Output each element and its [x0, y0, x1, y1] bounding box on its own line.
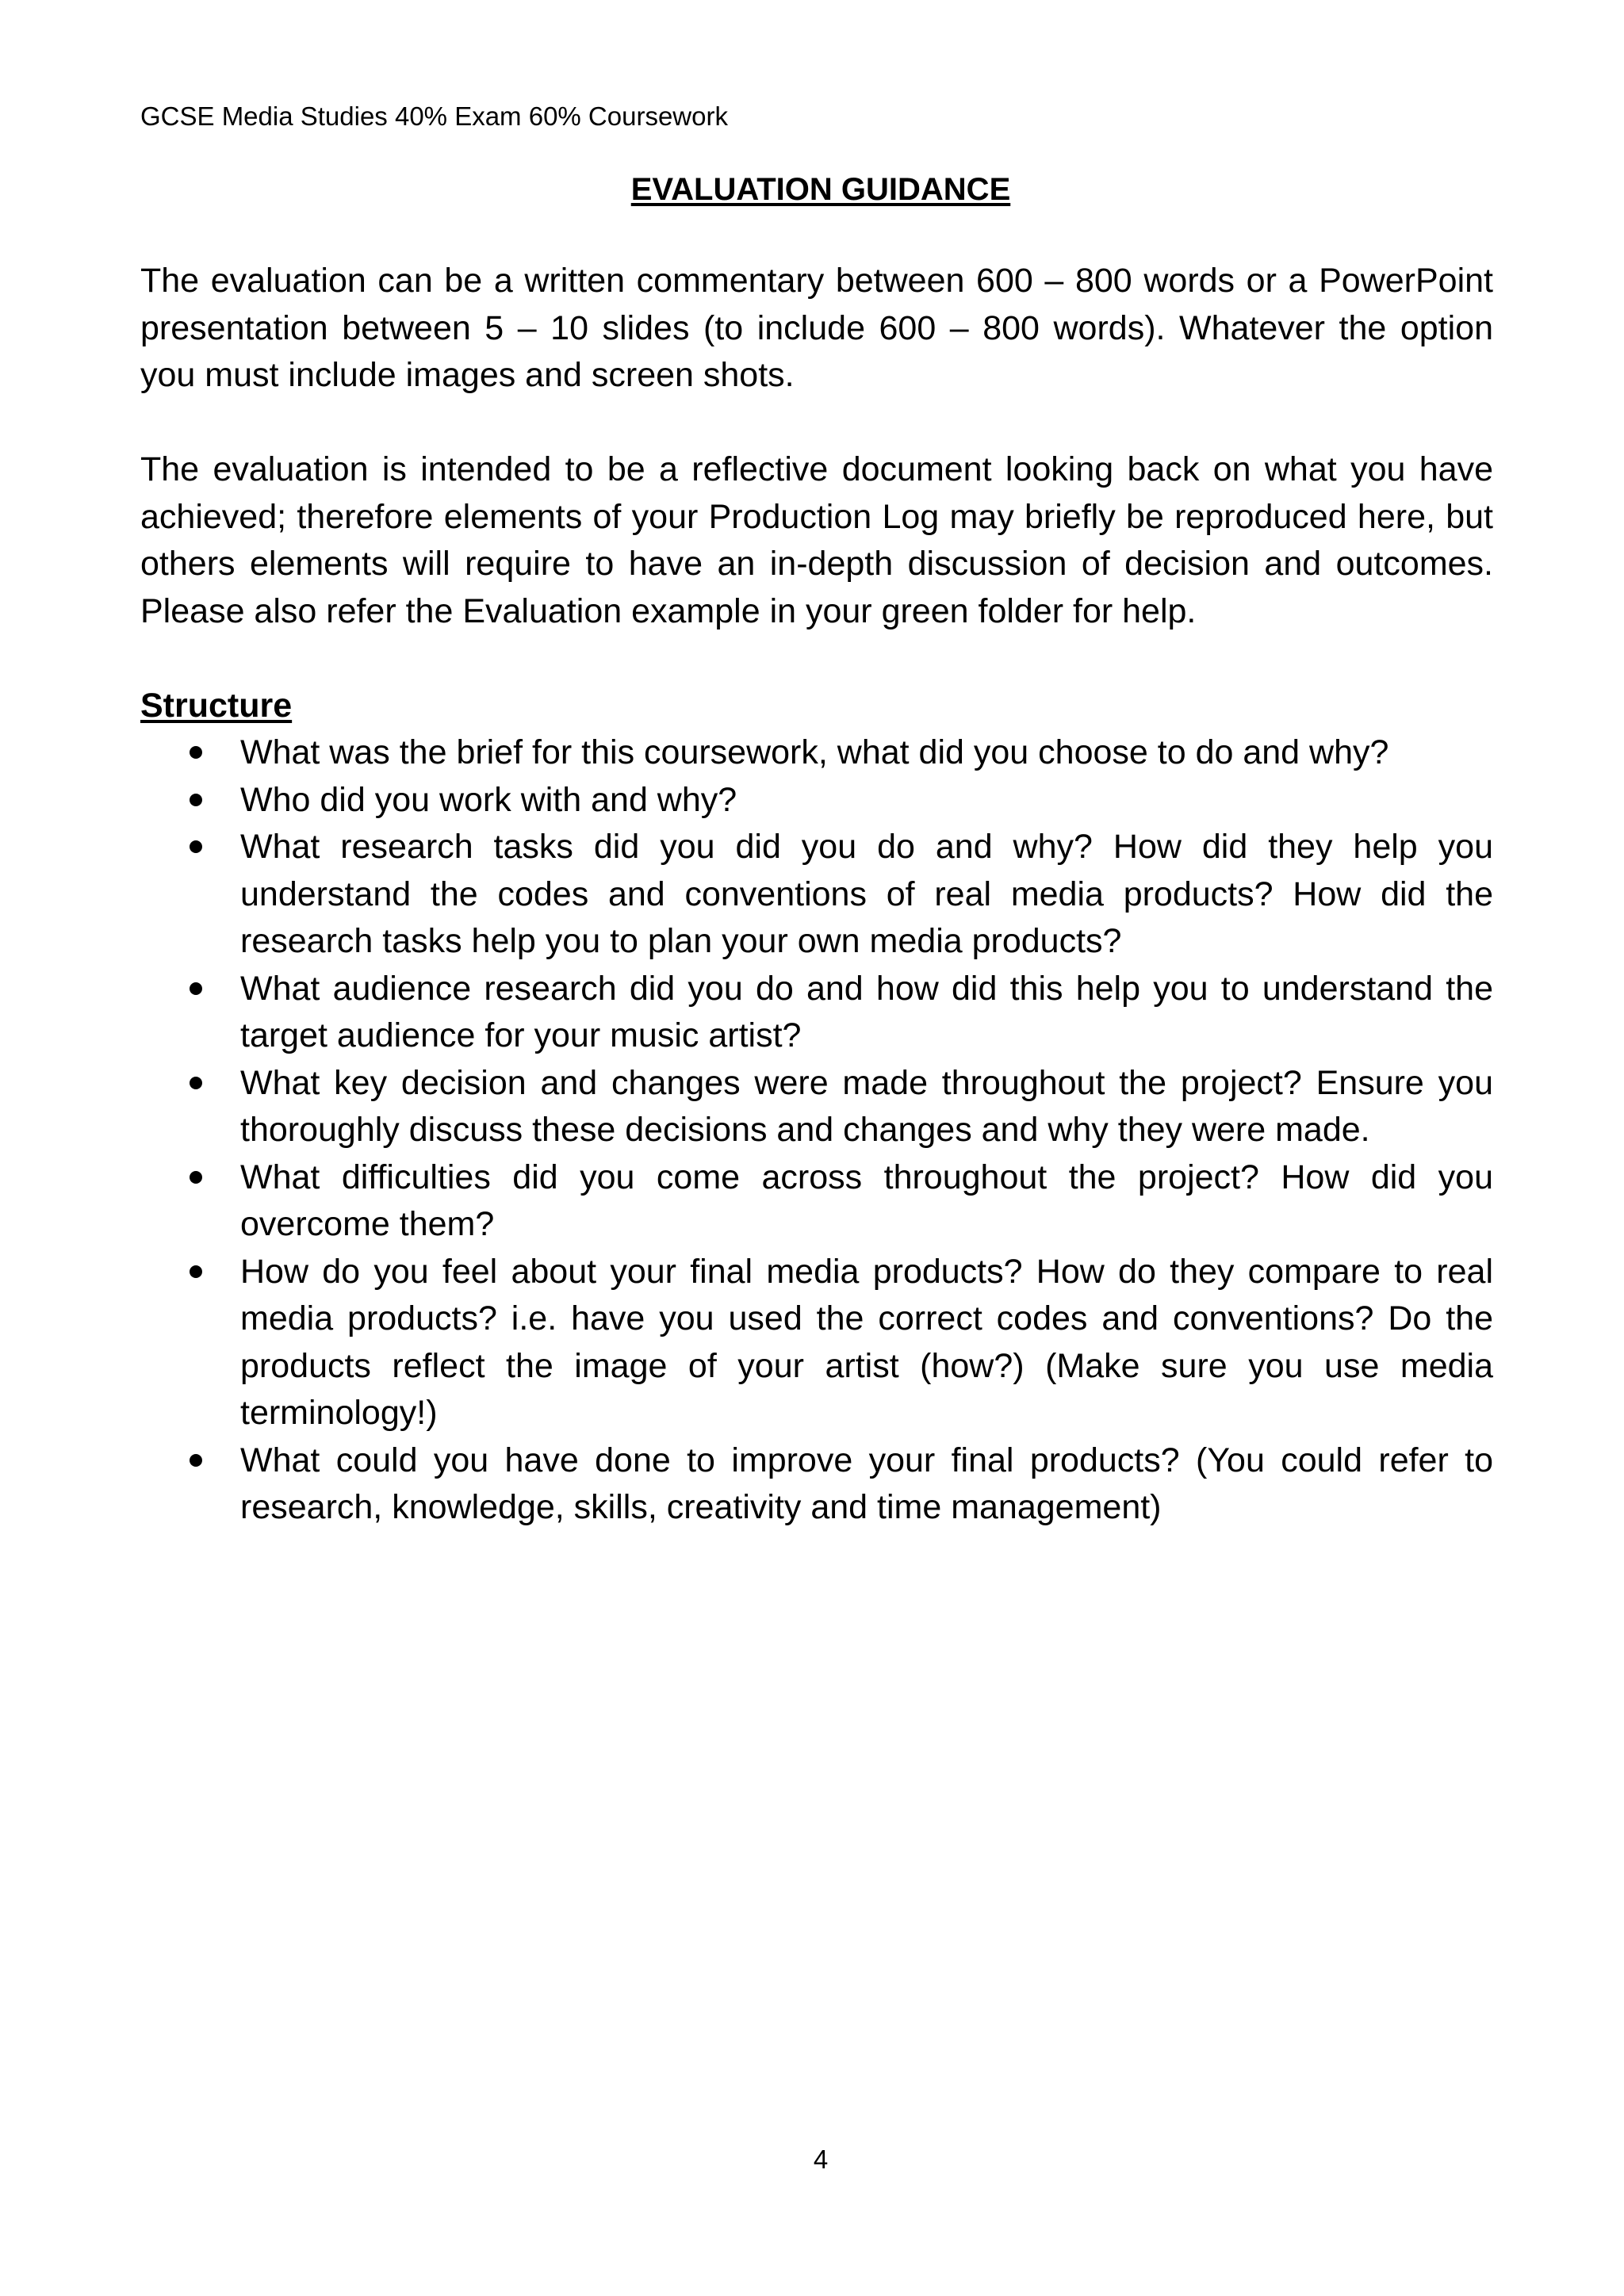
intro-paragraph: The evaluation can be a written commentary between 600 – 800 words or a PowerPoint presentation between 5 – 10 slides (to include 600 – 800 words). Whatever the option you must include images and screen shots.	[140, 262, 1493, 394]
bullet-icon	[190, 794, 202, 806]
list-item-text: What difficulties did you come across throughout the project? How did you overcome them?	[240, 1158, 1493, 1243]
bullet-icon	[190, 840, 202, 853]
list-item	[140, 1249, 1493, 1437]
list-item-text: How do you feel about your final media products? How do they compare to real media products? i.e. have you used the correct codes and conventions? Do the products reflect the image of your artist (how?) (Make sure you use media terminology!)	[240, 1252, 1493, 1432]
list-item	[140, 729, 1493, 777]
structure-heading: Structure	[140, 686, 293, 725]
bullet-icon	[190, 1171, 202, 1184]
list-item	[140, 777, 1493, 825]
list-item-text: Who did you work with and why?	[240, 780, 737, 819]
bullet-icon	[190, 746, 202, 759]
list-item	[140, 1437, 1493, 1532]
bullet-icon	[190, 1454, 202, 1467]
running-header: GCSE Media Studies 40% Exam 60% Coursework	[140, 101, 728, 131]
list-item	[140, 1154, 1493, 1249]
list-item-text: What key decision and changes were made throughout the project? Ensure you thoroughly discuss these decisions and changes and why they were made.	[240, 1063, 1493, 1149]
document-body	[140, 258, 1493, 1532]
purpose-paragraph: The evaluation is intended to be a reflective document looking back on what you have achieved; therefore elements of your Production Log may briefly be reproduced here, but others elements will require to have an in-depth discussion of decision and outcomes. Please also refer the Evaluation example in your green folder for help.	[140, 450, 1493, 630]
list-item-text: What audience research did you do and how did this help you to understand the target audience for your music artist?	[240, 969, 1493, 1054]
bullet-icon	[190, 1265, 202, 1278]
list-item	[140, 966, 1493, 1060]
list-item	[140, 824, 1493, 966]
page-number: 4	[813, 2145, 829, 2174]
page-title: EVALUATION GUIDANCE	[630, 172, 1011, 207]
list-item-text: What research tasks did you did you do and why? How did they help you understand the codes and conventions of real media products? How did the research tasks help you to plan your own media products?	[240, 828, 1493, 960]
list-item-text: What could you have done to improve your final products? (You could refer to research, knowledge, skills, creativity and time management)	[240, 1441, 1493, 1526]
bullet-icon	[190, 1077, 202, 1089]
structure-list	[140, 729, 1493, 1532]
bullet-icon	[190, 982, 202, 995]
list-item-text: What was the brief for this coursework, what did you choose to do and why?	[240, 733, 1389, 771]
list-item	[140, 1060, 1493, 1154]
